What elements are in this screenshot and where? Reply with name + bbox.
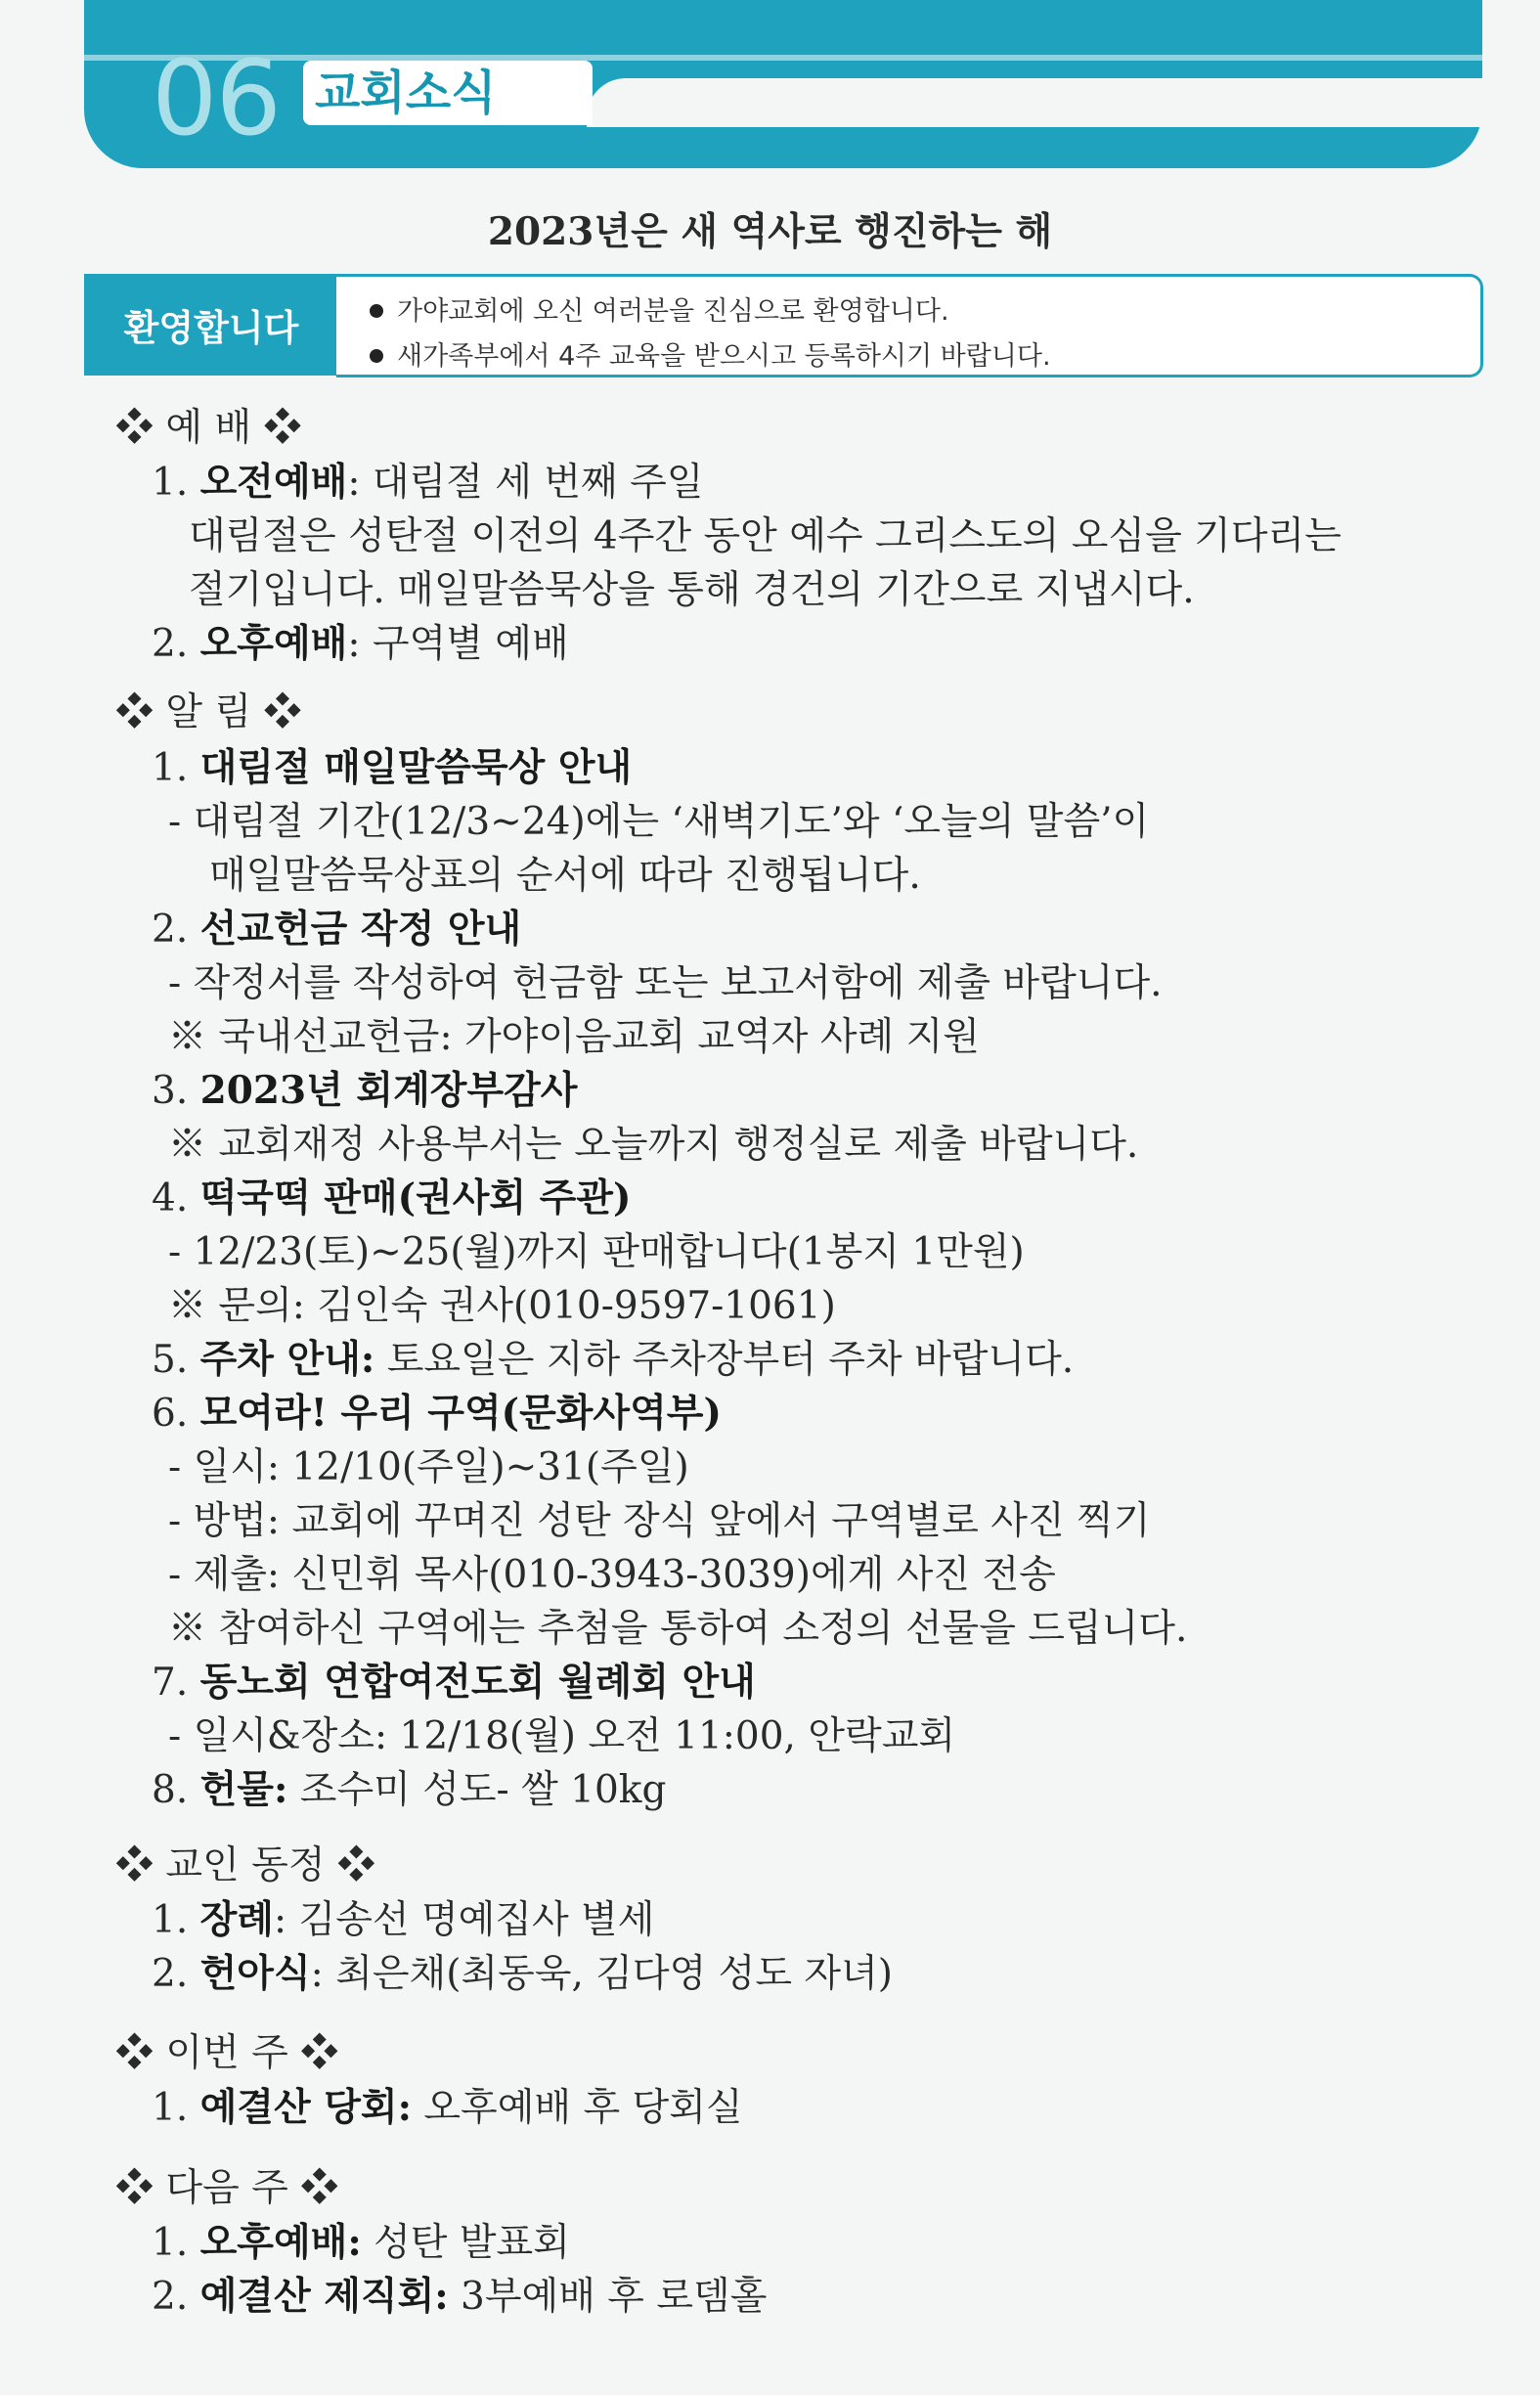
item-number: 3. xyxy=(152,1069,189,1113)
item-title: 헌아식 xyxy=(199,1951,311,1996)
item-detail: - 12/23(토)~25(월)까지 판매합니다(1봉지 1만원) xyxy=(168,1230,1025,1274)
welcome-label: 환영합니다 xyxy=(84,274,338,376)
list-item xyxy=(152,1660,756,1705)
item-text: 3부예배 후 로뎀홀 xyxy=(448,2275,768,2319)
list-item xyxy=(152,1767,667,1812)
item-number: 2. xyxy=(152,2275,189,2319)
welcome-line xyxy=(370,334,1051,373)
list-item xyxy=(152,1391,722,1436)
item-description: 절기입니다. 매일말씀묵상을 통해 경건의 기간으로 지냅시다. xyxy=(189,568,1195,612)
list-item xyxy=(152,1068,578,1113)
item-text: : 구역별 예배 xyxy=(347,622,569,666)
item-title: 오후예배 xyxy=(199,621,348,666)
item-title: 예결산 제직회: xyxy=(199,2274,449,2319)
item-title: 오후예배: xyxy=(199,2220,362,2265)
item-detail: - 일시&장소: 12/18(월) 오전 11:00, 안락교회 xyxy=(168,1714,956,1758)
item-title: 헌물: xyxy=(199,1767,288,1812)
members-heading: ❖ 교인 동정 ❖ xyxy=(115,1843,375,1887)
item-title: 떡국떡 판매(권사회 주관) xyxy=(199,1175,632,1220)
item-title: 장례 xyxy=(199,1897,274,1942)
header-notch xyxy=(587,78,1482,127)
item-text: : 대림절 세 번째 주일 xyxy=(347,461,704,505)
item-number: 2. xyxy=(152,908,189,952)
item-number: 8. xyxy=(152,1768,189,1812)
next-week-heading: ❖ 다음 주 ❖ xyxy=(115,2166,339,2210)
item-detail: - 일시: 12/10(주일)~31(주일) xyxy=(168,1445,689,1489)
item-number: 7. xyxy=(152,1661,189,1705)
item-detail: - 작정서를 작성하여 헌금함 또는 보고서함에 제출 바랍니다. xyxy=(168,961,1163,1005)
yearly-theme: 2023년은 새 역사로 행진하는 해 xyxy=(487,209,1053,254)
item-title: 선교헌금 작정 안내 xyxy=(199,907,522,952)
item-detail: ※ 참여하신 구역에는 추첨을 통하여 소정의 선물을 드립니다. xyxy=(168,1607,1188,1651)
item-number: 2. xyxy=(152,622,189,666)
welcome-line xyxy=(370,289,949,328)
item-number: 2. xyxy=(152,1952,189,1996)
list-item xyxy=(152,2085,743,2130)
item-text: 조수미 성도- 쌀 10kg xyxy=(287,1768,667,1812)
welcome-text: 새가족부에서 4주 교육을 받으시고 등록하시기 바랍니다. xyxy=(397,341,1051,372)
section-title: 교회소식 xyxy=(315,66,497,120)
item-number: 4. xyxy=(152,1176,189,1220)
item-title: 동노회 연합여전도회 월례회 안내 xyxy=(199,1660,756,1705)
this-week-heading: ❖ 이번 주 ❖ xyxy=(115,2031,339,2075)
list-item xyxy=(152,1337,1075,1382)
list-item xyxy=(152,1897,655,1942)
item-text: 오후예배 후 당회실 xyxy=(411,2086,743,2130)
header-stripe xyxy=(84,55,1482,61)
list-item xyxy=(152,745,633,790)
item-number: 1. xyxy=(152,2221,189,2265)
welcome-text: 가야교회에 오신 여러분을 진심으로 환영합니다. xyxy=(397,296,949,327)
item-text: 성탄 발표회 xyxy=(361,2221,570,2265)
item-text: : 최은채(최동욱, 김다영 성도 자녀) xyxy=(310,1952,893,1996)
item-title: 대림절 매일말씀묵상 안내 xyxy=(199,745,633,790)
item-text: 토요일은 지하 주차장부터 주차 바랍니다. xyxy=(374,1338,1075,1382)
item-number: 1. xyxy=(152,2086,189,2130)
bullet-icon xyxy=(370,304,383,318)
list-item xyxy=(152,1175,632,1220)
notice-heading: ❖ 알 림 ❖ xyxy=(115,690,302,734)
item-detail: - 방법: 교회에 꾸며진 성탄 장식 앞에서 구역별로 사진 찍기 xyxy=(168,1499,1151,1543)
item-detail: ※ 문의: 김인숙 권사(010-9597-1061) xyxy=(168,1284,836,1328)
item-number: 1. xyxy=(152,1898,189,1942)
item-number: 6. xyxy=(152,1392,189,1436)
item-title: 오전예배 xyxy=(199,460,348,505)
section-number: 06 xyxy=(152,38,280,158)
item-detail: ※ 교회재정 사용부서는 오늘까지 행정실로 제출 바랍니다. xyxy=(168,1123,1139,1167)
bullet-icon xyxy=(370,349,383,363)
list-item xyxy=(152,621,569,666)
list-item xyxy=(152,1951,893,1996)
list-item xyxy=(152,907,522,952)
list-item xyxy=(152,460,704,505)
item-detail: - 제출: 신민휘 목사(010-3943-3039)에게 사진 전송 xyxy=(168,1553,1056,1597)
item-number: 1. xyxy=(152,461,189,505)
item-title: 주차 안내: xyxy=(199,1337,375,1382)
item-detail: 매일말씀묵상표의 순서에 따라 진행됩니다. xyxy=(209,854,921,898)
item-detail: ※ 국내선교헌금: 가야이음교회 교역자 사례 지원 xyxy=(168,1015,980,1059)
item-title: 예결산 당회: xyxy=(199,2085,412,2130)
item-text: : 김송선 명예집사 별세 xyxy=(273,1898,655,1942)
worship-heading: ❖ 예 배 ❖ xyxy=(115,406,302,450)
item-detail: - 대림절 기간(12/3~24)에는 ‘새벽기도’와 ‘오늘의 말씀’이 xyxy=(168,800,1150,844)
item-number: 5. xyxy=(152,1338,189,1382)
item-description: 대림절은 성탄절 이전의 4주간 동안 예수 그리스도의 오심을 기다리는 xyxy=(189,514,1342,558)
item-title: 2023년 회계장부감사 xyxy=(199,1068,578,1113)
list-item xyxy=(152,2220,570,2265)
item-title: 모여라! 우리 구역(문화사역부) xyxy=(199,1391,722,1436)
item-number: 1. xyxy=(152,746,189,790)
list-item xyxy=(152,2274,768,2319)
